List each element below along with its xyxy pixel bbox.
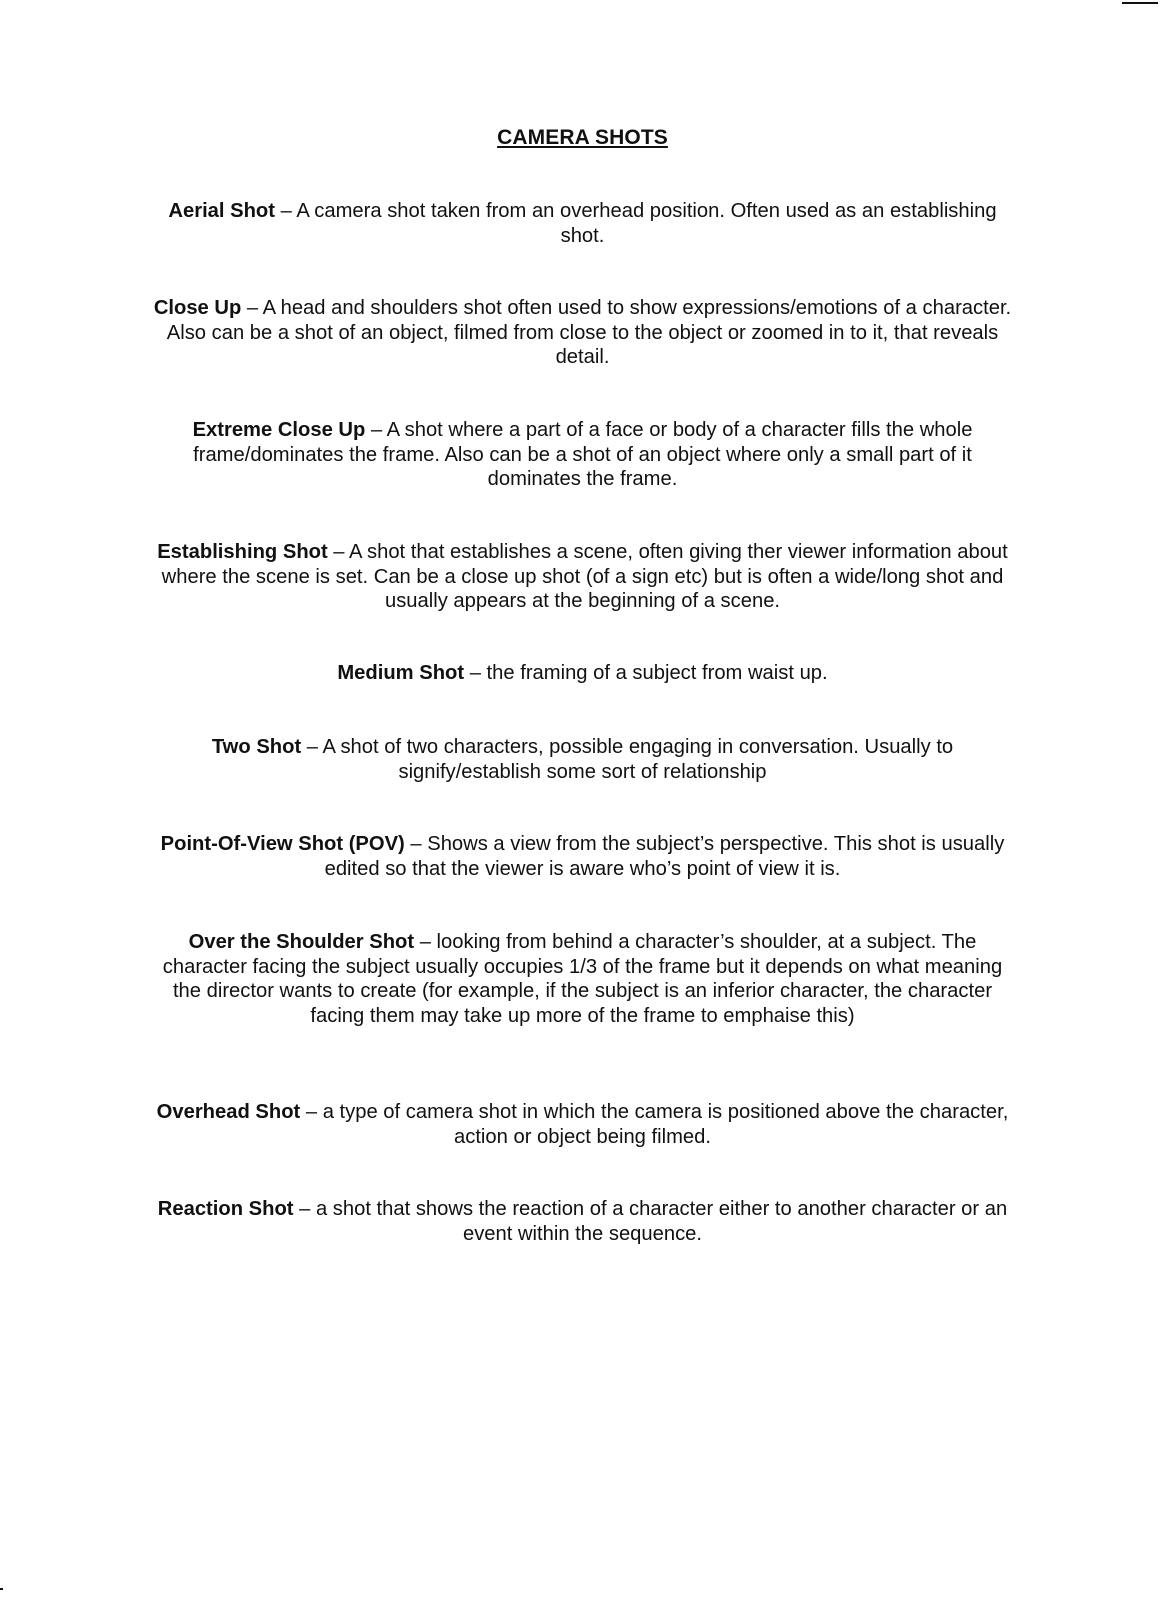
term-name: Medium Shot <box>337 662 465 684</box>
term-over-the-shoulder-shot <box>150 930 1015 1028</box>
term-definition: – A shot of two characters, possible engaging in conversation. Usually to signify/establish some sort of relationship <box>301 736 954 783</box>
term-definition: – the framing of a subject from waist up. <box>464 662 828 684</box>
term-medium-shot <box>150 661 1015 686</box>
term-definition: – A camera shot taken from an overhead position. Often used as an establishing shot. <box>274 200 997 247</box>
term-overhead-shot <box>150 1100 1015 1149</box>
term-establishing-shot <box>150 540 1015 614</box>
term-definition: – a shot that shows the reaction of a character either to another character or an event within the sequence. <box>293 1198 1008 1245</box>
term-name: Overhead Shot <box>156 1101 301 1123</box>
term-name: Aerial Shot <box>168 200 275 222</box>
term-name: Reaction Shot <box>157 1198 294 1220</box>
scan-mark-top-right <box>1122 2 1158 4</box>
term-name: Over the Shoulder Shot <box>188 931 415 953</box>
term-two-shot <box>150 735 1015 784</box>
term-close-up <box>150 296 1015 370</box>
term-name: Point-Of-View Shot (POV) <box>160 833 405 855</box>
term-aerial-shot <box>150 199 1015 248</box>
term-definition: – A shot that establishes a scene, often giving ther viewer information about where the scene is set. Can be a close up shot (of a sign etc) but is often a wide/long shot and usually appears at the beginning of a scene. <box>161 541 1008 612</box>
term-point-of-view-shot <box>150 832 1015 881</box>
term-name: Extreme Close Up <box>192 419 366 441</box>
term-extreme-close-up <box>150 418 1015 492</box>
term-definition: – a type of camera shot in which the camera is positioned above the character, action or object being filmed. <box>300 1101 1009 1148</box>
term-definition: – Shows a view from the subject’s perspective. This shot is usually edited so that the viewer is aware who’s point of view it is. <box>324 833 1005 880</box>
scan-mark-bottom-left <box>0 1588 3 1590</box>
term-definition: – A shot where a part of a face or body of a character fills the whole frame/dominates the frame. Also can be a shot of an object where only a small part of it dominates the frame. <box>193 419 973 490</box>
term-name: Two Shot <box>211 736 302 758</box>
term-name: Close Up <box>153 297 242 319</box>
term-definition: – A head and shoulders shot often used to show expressions/emotions of a character. Also can be a shot of an object, filmed from close to the object or zoomed in to it, that reveals detail. <box>166 297 1012 368</box>
term-reaction-shot <box>150 1197 1015 1246</box>
term-name: Establishing Shot <box>157 541 328 563</box>
page-title: CAMERA SHOTS <box>497 126 668 149</box>
term-definition: – looking from behind a character’s shoulder, at a subject. The character facing the subject usually occupies 1/3 of the frame but it depends on what meaning the director wants to create (for example, if the subject is an inferior character, the character facing them may take up more of the frame to emphaise this) <box>162 931 1003 1027</box>
